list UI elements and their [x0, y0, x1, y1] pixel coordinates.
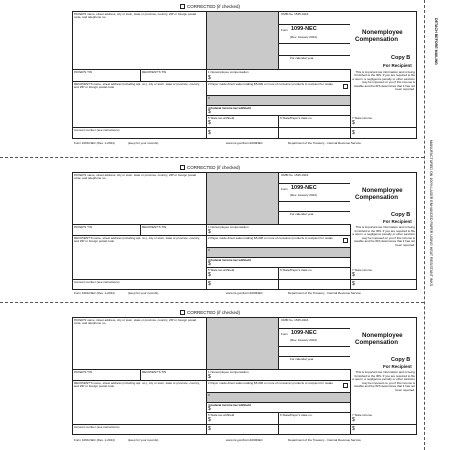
form-copy-2: CORRECTED (if checked) PAYER'S name, street address, city or town, state or province, country, ZIP or foreign postal code, and telephone no. OMB No. 1545-0116 Form 1099-NEC (Rev. January 2024) For calendar year Nonemployee Compensation PAYER'S TIN RECIPIENT'S TIN 1 Nonemployee compensation $ RECIPIENT'S name, street address (including apt. no.), city or town, state or province, country, and ZIP or foreign postal code 2 Payer made direct sales totaling $5,000 or more of consumer products to recipient for resale 3 4 Federal income tax withheld $ 5 State tax withheld $ $ 6 State/Payer's state no. 7 State income $ $ Account number (see instructions) Copy B For Recipient This is important tax information and is being furnished to the IRS. If you are required to file a return, a negligence penalty or other sanction may be imposed on you if this income is taxable and the IRS determines that it has not been reported. Form 1099-NEC (Rev. 1-2024) (keep for your records) www.irs.gov/Form1099NEC Department of the Treasury - Internal Revenue Service: [74, 164, 415, 295]
recipient-name-label: RECIPIENT'S name, street address (including apt. no.), city or town, state or province, country, and ZIP or foreign postal code: [74, 235, 200, 243]
recipient-tin-label: RECIPIENT'S TIN: [142, 69, 167, 74]
copy-subtitle: For Recipient: [383, 63, 412, 68]
recipient-tin-label: RECIPIENT'S TIN: [142, 369, 167, 374]
corrected-label: CORRECTED (if checked): [187, 309, 241, 315]
calendar-year-label: For calendar year: [290, 357, 314, 361]
box6-label: 6 State/Payer's state no.: [280, 115, 313, 120]
account-number-label: Account number (see instructions): [74, 424, 120, 429]
form-copy-1: CORRECTED (if checked) PAYER'S name, street address, city or town, state or province, country, ZIP or foreign postal code, and telephone no. OMB No. 1545-0116 Form 1099-NEC (Rev. January 2024) For calendar year Nonemployee Compensation PAYER'S TIN RECIPIENT'S TIN 1 Nonemployee compensation $ RECIPIENT'S name, street address (including apt. no.), city or town, state or province, country, and ZIP or foreign postal code 2 Payer made direct sales totaling $5,000 or more of consumer products to recipient for resale 3 4 Federal income tax withheld $ 5 State tax withheld $ $ 6 State/Payer's state no. 7 State income $ $ Account number (see instructions) Copy B For Recipient This is important tax information and is being furnished to the IRS. If you are required to file a return, a negligence penalty or other sanction may be imposed on you if this income is taxable and the IRS determines that it has not been reported. Form 1099-NEC (Rev. 1-2024) (keep for your records) www.irs.gov/Form1099NEC Department of the Treasury - Internal Revenue Service: [74, 3, 415, 145]
recipient-tin-label: RECIPIENT'S TIN: [142, 224, 167, 229]
omb-number: OMB No. 1545-0116: [281, 173, 309, 177]
recipient-name-label: RECIPIENT'S name, street address (including apt. no.), city or town, state or province, country, and ZIP or foreign postal code: [74, 380, 200, 388]
footer-form: Form 1099-NEC (Rev. 1-2024): [74, 291, 115, 295]
omb-number: OMB No. 1545-0116: [281, 318, 309, 322]
footer-dept: Department of the Treasury - Internal Revenue Service: [288, 438, 361, 442]
form-title-line1: Nonemployee: [362, 29, 403, 36]
footer-keep: (keep for your records): [128, 291, 159, 295]
form-label: Form: [281, 28, 288, 32]
form-title-line1: Nonemployee: [362, 187, 403, 194]
corrected-label: CORRECTED (if checked): [187, 164, 241, 170]
form-name: 1099-NEC: [291, 185, 317, 191]
payer-name-label: PAYER'S name, street address, city or town, state or province, country, ZIP or foreign postal code, and telephone no.: [74, 317, 196, 325]
box5-label: 5 State tax withheld: [208, 267, 235, 272]
omb-number: OMB No. 1545-0116: [281, 12, 309, 16]
recipient-name-label: RECIPIENT'S name, street address (including apt. no.), city or town, state or province, country, and ZIP or foreign postal code: [74, 81, 200, 89]
shaded-area: [207, 173, 278, 224]
box3-label: 3: [208, 392, 210, 397]
footer-url: www.irs.gov/Form1099NEC: [226, 438, 263, 442]
form-title-line2: Compensation: [355, 194, 398, 201]
footer-dept: Department of the Treasury - Internal Revenue Service: [288, 141, 361, 145]
shaded-area: [207, 12, 278, 69]
copy-subtitle: For Recipient: [383, 364, 412, 369]
box2-checkbox[interactable]: [343, 383, 348, 388]
calendar-year-label: For calendar year: [290, 56, 314, 60]
footer-form: Form 1099-NEC (Rev. 1-2024): [74, 141, 115, 145]
footer-url: www.irs.gov/Form1099NEC: [226, 291, 263, 295]
perforation-line-2: [0, 302, 424, 303]
payer-name-label: PAYER'S name, street address, city or town, state or province, country, ZIP or foreign postal code, and telephone no.: [74, 11, 196, 19]
calendar-year-label: For calendar year: [290, 212, 314, 216]
form-title-line1: Nonemployee: [362, 332, 403, 339]
shaded-area: [207, 393, 350, 402]
account-number-label: Account number (see instructions): [74, 279, 120, 284]
box4-label: 4 Federal income tax withheld: [208, 105, 251, 110]
perforation-line-1: [0, 157, 424, 158]
payer-name-label: PAYER'S name, street address, city or town, state or province, country, ZIP or foreign postal code, and telephone no.: [74, 172, 196, 180]
footer-url: www.irs.gov/Form1099NEC: [226, 141, 263, 145]
side-text-manufactured: MANUFACTURED ON 100% LASER ENHANCED PAPER USING HEAT RESISTANT INKS: [429, 140, 433, 287]
form-title-line2: Compensation: [355, 36, 398, 43]
payer-tin-label: PAYER'S TIN: [74, 369, 92, 374]
shaded-area: [207, 96, 350, 105]
corrected-checkbox[interactable]: [180, 165, 185, 170]
corrected-label: CORRECTED (if checked): [187, 3, 241, 9]
box2-label: 2 Payer made direct sales totaling $5,000 or more of consumer products to recipient for resale: [208, 81, 333, 86]
copy-title: Copy B: [391, 55, 411, 61]
box7-label: 7 State income: [352, 412, 373, 417]
box5-label: 5 State tax withheld: [208, 412, 235, 417]
side-text-detach: DETACH BEFORE MAILING: [434, 18, 438, 65]
box3-label: 3: [208, 247, 210, 252]
footer-dept: Department of the Treasury - Internal Revenue Service: [288, 291, 361, 295]
box6-label: 6 State/Payer's state no.: [280, 267, 313, 272]
corrected-checkbox[interactable]: [180, 4, 185, 9]
box4-label: 4 Federal income tax withheld: [208, 402, 251, 407]
copy-instructions: This is important tax information and is being furnished to the IRS. If you are required to file a return, a negligence penalty or other sanction may be imposed on you if this income is taxable and the IRS determines that it has not been reported.: [352, 370, 415, 392]
copy-title: Copy B: [391, 357, 411, 363]
copy-instructions: This is important tax information and is being furnished to the IRS. If you are required to file a return, a negligence penalty or other sanction may be imposed on you if this income is taxable and the IRS determines that it has not been reported.: [352, 69, 415, 91]
form-revision: (Rev. January 2024): [290, 338, 317, 342]
box2-checkbox[interactable]: [343, 84, 348, 89]
shaded-area: [207, 248, 350, 257]
box1-label: 1 Nonemployee compensation: [208, 369, 249, 374]
form-label: Form: [281, 187, 288, 191]
box1-label: 1 Nonemployee compensation: [208, 224, 249, 229]
form-revision: (Rev. January 2024): [290, 35, 317, 39]
form-name: 1099-NEC: [291, 330, 317, 336]
account-number-label: Account number (see instructions): [74, 127, 120, 132]
form-copy-3: CORRECTED (if checked) PAYER'S name, street address, city or town, state or province, country, ZIP or foreign postal code, and telephone no. OMB No. 1545-0116 Form 1099-NEC (Rev. January 2024) For calendar year Nonemployee Compensation PAYER'S TIN RECIPIENT'S TIN 1 Nonemployee compensation $ RECIPIENT'S name, street address (including apt. no.), city or town, state or province, country, and ZIP or foreign postal code 2 Payer made direct sales totaling $5,000 or more of consumer products to recipient for resale 3 4 Federal income tax withheld $ 5 State tax withheld $ $ 6 State/Payer's state no. 7 State income $ $ Account number (see instructions) Copy B For Recipient This is important tax information and is being furnished to the IRS. If you are required to file a return, a negligence penalty or other sanction may be imposed on you if this income is taxable and the IRS determines that it has not been reported. Form 1099-NEC (Rev. 1-2024) (keep for your records) www.irs.gov/Form1099NEC Department of the Treasury - Internal Revenue Service: [74, 309, 415, 442]
box5-label: 5 State tax withheld: [208, 115, 235, 120]
copy-subtitle: For Recipient: [383, 219, 412, 224]
corrected-checkbox[interactable]: [180, 310, 185, 315]
payer-tin-label: PAYER'S TIN: [74, 69, 92, 74]
footer-form: Form 1099-NEC (Rev. 1-2024): [74, 438, 115, 442]
box7-label: 7 State income: [352, 115, 373, 120]
shaded-area: [207, 318, 278, 369]
copy-title: Copy B: [391, 212, 411, 218]
form-revision: (Rev. January 2024): [290, 193, 317, 197]
box2-label: 2 Payer made direct sales totaling $5,000 or more of consumer products to recipient for resale: [208, 380, 333, 385]
copy-instructions: This is important tax information and is being furnished to the IRS. If you are required to file a return, a negligence penalty or other sanction may be imposed on you if this income is taxable and the IRS determines that it has not been reported.: [352, 225, 415, 247]
form-name: 1099-NEC: [291, 26, 317, 32]
box2-checkbox[interactable]: [343, 238, 348, 243]
form-title-line2: Compensation: [355, 339, 398, 346]
box4-label: 4 Federal income tax withheld: [208, 257, 251, 262]
box7-label: 7 State income: [352, 267, 373, 272]
box6-label: 6 State/Payer's state no.: [280, 412, 313, 417]
footer-keep: (keep for your records): [128, 438, 159, 442]
perforation-line-vertical: [424, 0, 425, 450]
box1-label: 1 Nonemployee compensation: [208, 69, 249, 74]
form-label: Form: [281, 332, 288, 336]
footer-keep: (keep for your records): [128, 141, 159, 145]
box2-label: 2 Payer made direct sales totaling $5,000 or more of consumer products to recipient for resale: [208, 235, 333, 240]
payer-tin-label: PAYER'S TIN: [74, 224, 92, 229]
box3-label: 3: [208, 95, 210, 100]
